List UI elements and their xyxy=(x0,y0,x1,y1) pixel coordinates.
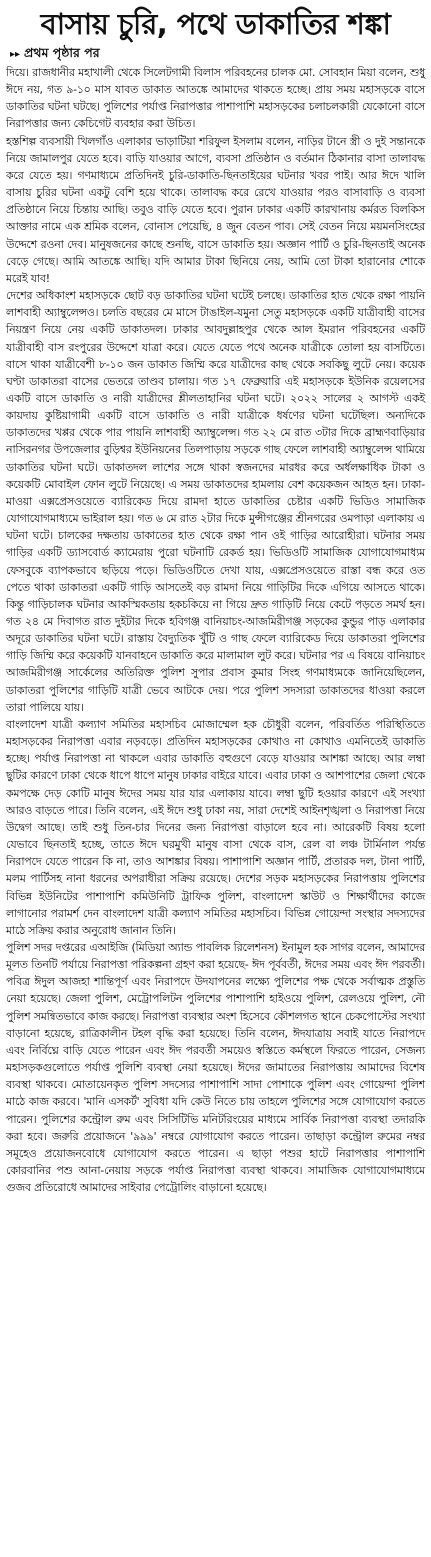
article-paragraph: হস্তশিল্প ব্যবসায়ী খিলগাঁও এলাকার ভাড়াটিয়া শরিফুল ইসলাম বলেন, নাড়ির টানে স্ত্রী ও দুই সন্তানকে নিয়ে জামালপুর যেতে হবে। বাড়ি যাওয়ার আগে, ব্যবসা প্রতিষ্ঠান ও বর্তমান ঠিকানার বাসা তালাবদ্ধ করে যেতে হয়। গণমাধ্যমে প্রতিদিনই চুরি-ডাকাতি-ছিনতাইয়ের ঘটনার খবর পাই। আর ঈদে খালি বাসায় চুরির ঘটনা একটু বেশি হয়ে থাকে। তালাবদ্ধ করে রেখে যাওয়ার পরও বাসাবাড়ি ও ব্যবসা প্রতিষ্ঠানে নিয়ে চিন্তায় আছি। তবুও বাড়ি যেতে হবে। পুরান ঢাকার একটি কারখানায় কর্মরত বিলকিস আক্তার নামে এক শ্রমিক বলেন, বোনাস পেয়েছি, ৪ জুন বেতন পাব। সেই বেতন নিয়ে ময়মনসিংহের উদ্দেশে রওনা দেব। মানুষজনের কাছে শুনছি, বাসে ডাকাতি হয়। অজ্ঞান পার্টি ও চুরি-ছিনতাই অনেক বেড়ে গেছে। আমি আতঙ্কে আছি। যদি আমার টাকা ছিনিয়ে নেয়, আমি তো টাকা হারানোর শোকে মরেই যাব! xyxy=(6,134,425,285)
article-paragraph: দিয়ে। রাজধানীর মহাখালী থেকে সিলেটগামী বিলাস পরিবহনের চালক মো. সোবহান মিয়া বলেন, শুধু ঈদে নয়, গত ৯-১০ মাস যাবত ডাকাত আতঙ্কে আমাদের থাকতে হচ্ছে। প্রায় সময় মহাসড়কে বাসে ডাকাতির ঘটনা ঘটছে। পুলিশের পর্যাপ্ত নিরাপত্তার পাশাপাশি মহাসড়কের চলাচলকারী যেকোনো বাসে নিরাপত্তার জন্য কেচিগেট ব্যবহার করা উচিত। xyxy=(6,66,425,131)
headline: বাসায় চুরি, পথে ডাকাতির শঙ্কা xyxy=(40,7,391,41)
continued-from-page-one xyxy=(10,44,425,63)
article-paragraph: দেশের অধিকাংশ মহাসড়কে ছোট বড় ডাকাতির ঘটনা ঘটেই চলছে। ডাকাতির হাত থেকে রক্ষা পায়নি লাশবাহী অ্যাম্বুলেন্সও। চলতি বছরের মে মাসে টাঙাইল-যমুনা সেতু মহাসড়কে একটি যাত্রীবাহী বাসের নিয়ন্ত্রণ নিয়ে নেয় একটি ডাকাতদল। ঢাকার আবদুল্লাহপুর থেকে আল ইমরান পরিবহনের একটি যাত্রীবাহী বাস রংপুরের উদ্দেশে যাত্রা করে। যেতে যেতে পথে অনেক যাত্রীকে তোলা হয় বাসটিতে। বাসে থাকা যাত্রীবেশী ৮-১০ জন ডাকাত জিম্মি করে যাত্রীদের কাছ থেকে সবকিছু লুটে নেয়। কয়েক ঘণ্টা ডাকাতরা বাসের ভেতরে তাণ্ডব চালায়। গত ১৭ ফেব্রুয়ারি এই মহাসড়কে ইউনিক রয়েলসের একটি বাসে ডাকাতি ও নারী যাত্রীদের শ্লীলতাহানির ঘটনা ঘটে। ২০২২ সালের ২ আগস্ট একই কায়দায় কুষ্টিয়াগামী একটি বাসে ডাকাতি ও নারী যাত্রীকে ধর্ষণের ঘটনা ঘটেছিল। অন্যদিকে ডাকাতদের খপ্পর থেকে পার পায়নি লাশবাহী অ্যাম্বুলেন্স। গত ২২ মে রাত ৩টার দিকে ব্রাহ্মণবাড়িয়ার নাসিরনগর উপজেলার বুড়িশ্বর ইউনিয়নের তিলপাড়ায় সড়কে গাছ ফেলে লাশবাহী অ্যাম্বুলেন্স থামিয়ে ডাকাতির ঘটনা ঘটে। ডাকাতদল লাশের সঙ্গে থাকা স্বজনদের মারধর করে অর্ধলক্ষাধিক টাকা ও কয়েকটি মোবাইল ফোন লুটে নিয়েছে। এ সময় ডাকাতদের হামলায় বেশ কয়েকজন আহত হন। ঢাকা-মাওয়া এক্সপ্রেসওয়েতে ব্যারিকেড দিয়ে রামদা হাতে ডাকাতির চেষ্টার একটি ভিডিও সামাজিক যোগাযোগমাধ্যমে ভাইরাল হয়। গত ৬ মে রাত ২টার দিকে মুন্সীগঞ্জের শ্রীনগরের ওমপাড়া এলাকায় এ ঘটনা ঘটে। চালকের দক্ষতায় ডাকাতের হাত থেকে রক্ষা পান ওই গাড়ির আরোহীরা। ঘটনার সময় গাড়ির একটি ড্যাসবোর্ড ক্যামেরায় পুরো ঘটনাটি রেকর্ড হয়। ভিডিওটি সামাজিক যোগাযোগমাধ্যম ফেসবুকে ব্যাপকভাবে ছড়িয়ে পড়ে। ভিডিওটিতে দেখা যায়, এক্সপ্রেসওয়েতে রাস্তা বন্ধ করে ওত পেতে থাকা ডাকাতরা একটি গাড়ি আসতেই বড় রামদা নিয়ে গাড়িটির দিকে এগিয়ে আসতে থাকে। কিন্তু গাড়িচালক ঘটনার আকস্মিকতায় হকচকিয়ে না গিয়ে দ্রুত গাড়িটি নিয়ে কেটে পড়তে সমর্থ হন। গত ২৪ মে দিবাগত রাত দুইটার দিকে হবিগঞ্জ বানিয়াচং-আজমিরীগঞ্জ সড়কের কুন্ডুর পাড় এলাকার অদূরে ডাকাতির ঘটনা ঘটে। রাস্তায় বৈদ্যুতিক খুঁটি ও গাছ ফেলে ব্যারিকেড দিয়ে ডাকাতরা পুলিশের গাড়ি জিম্মি করে কয়েকটি যানবাহনে ডাকাতি করে মালামাল লুট করে। ঘটনার পর এ বিষয়ে বানিয়াচং আজমিরীগঞ্জ সার্কেলের অতিরিক্ত পুলিশ সুপার প্রবাস কুমার সিংহ গণমাধ্যমকে জানিয়েছিলেন, ডাকাতরা পুলিশের গাড়িটি যাত্রী ভেবে আটকে দেয়। পরে পুলিশ সদস্যরা ডাকাতদের ধাওয়া করলে তারা পালিয়ে যায়। xyxy=(6,289,425,714)
article-paragraph: বাংলাদেশ যাত্রী কল্যাণ সমিতির মহাসচিব মোজাম্মেল হক চৌধুরী বলেন, পরিবর্তিত পরিস্থিতিতে মহাসড়কের নিরাপত্তা এবার নড়বড়ে। প্রতিদিন মহাসড়কের কোথাও না কোথাও এমনিতেই ডাকাতি হচ্ছে। পর্যাপ্ত নিরাপত্তা না থাকলে এবার ডাকাতি বহুগুণে বেড়ে যাওয়ার আশঙ্কা আছে। আর লম্বা ছুটির কারণে ঢাকা থেকে ধাপে ধাপে মানুষ ঢাকার বাইরে যাবে। এবার ঢাকা ও আশপাশের জেলা থেকে কমপক্ষে দেড় কোটি মানুষ ঈদের সময় যার যার এলাকায় যাবে। লম্বা ছুটি হওয়ার কারণে এই সংখ্যা আরও বাড়তে পারে। তিনি বলেন, এই ঈদে শুধু ঢাকা নয়, সারা দেশেই আইনশৃঙ্খলা ও নিরাপত্তা নিয়ে উদ্বেগ আছে। তাই শুধু তিন-চার দিনের জন্য নিরাপত্তা বাড়ালে হবে না। আরেকটি বিষয় হলো যেভাবে ছিনতাই হচ্ছে, তাতে ঈদে ঘরমুখী মানুষ বাসা থেকে বাস, রেল বা লঞ্চ টার্মিনাল পর্যন্ত নিরাপদে যেতে পারেন কি না, তাও আশঙ্কার বিষয়। পাশাপাশি অজ্ঞান পার্টি, প্রতারক দল, টানা পার্টি, মলম পার্টিসহ নানা ধরনের অপরাধীরা সক্রিয় রয়েছে। দেশের সড়ক মহাসড়কের নিরাপত্তায় পুলিশের বিভিন্ন ইউনিটের পাশাপাশি কমিউনিটি ট্রাফিক পুলিশ, বাংলাদেশ স্কাউট ও শিক্ষার্থীদের কাজে লাগানোর পরামর্শ দেন বাংলাদেশ যাত্রী কল্যাণ সমিতির মহাসচিব। বিভিন্ন গোয়েন্দা সংস্থার সদস্যদের মাঠে সক্রিয় করার অনুরোধ জানান তিনি। xyxy=(6,717,425,937)
article-paragraph: পুলিশ সদর দপ্তরের এআইজি (মিডিয়া অ্যান্ড পাবলিক রিলেশনস) ইনামুল হক সাগর বলেন, আমাদের মূলত তিনটি পর্যায়ে নিরাপত্তা পরিকল্পনা গ্রহণ করা হয়েছে- ঈদ পূর্ববর্তী, ঈদের সময় এবং ঈদ পরবর্তী। পবিত্র ঈদুল আজহা শান্তিপূর্ণ এবং নিরাপদে উদযাপনের লক্ষ্যে পুলিশের পক্ষ থেকে সর্বাত্মক প্রস্তুতি নেয়া হয়েছে। জেলা পুলিশ, মেট্রোপলিটন পুলিশের পাশাপাশি হাইওয়ে পুলিশ, রেলওয়ে পুলিশ, নৌ পুলিশ সমন্বিতভাবে কাজ করছে। নিরাপত্তা ব্যবস্থার অংশ হিসেবে কৌশলগত স্থানে চেকপোস্টের সংখ্যা বাড়ানো হয়েছে, রাত্রিকালীন টহল বৃদ্ধি করা হয়েছে। তিনি বলেন, ঈদযাত্রায় সবাই যাতে নিরাপদে এবং নির্বিঘ্নে বাড়ি যেতে পারেন এবং ঈদ পরবর্তী সময়েও স্বস্তিতে কর্মস্থলে ফিরতে পারেন, সেজন্য মহাসড়কগুলোতে পর্যাপ্ত পুলিশি ব্যবস্থা নেয়া হয়েছে। ঈদের জামাতের নিরাপত্তায় আমাদের বিশেষ ব্যবস্থা থাকবে। মোতায়েনকৃত পুলিশ সদস্যের পাশাপাশি সাদা পোশাকে পুলিশ এবং গোয়েন্দা পুলিশ মাঠে কাজ করবে। 'মানি এসকর্ট' সুবিধা যদি কেউ নিতে চায় তাহলে পুলিশের সঙ্গে যোগাযোগ করতে পারেন। পুলিশের কন্ট্রোল রুম এবং সিসিটিভি মনিটরিংয়ের মাধ্যমে সার্বিক নিরাপত্তা ব্যবস্থা তদারকি করা হবে। জরুরি প্রয়োজনে '৯৯৯' নম্বরে যোগাযোগ করতে পারেন। তাছাড়া কন্ট্রোল রুমের নম্বর সমূহেও প্রয়োজনবোধে যোগাযোগ করতে পারেন। এ ছাড়া পশুর হাটে নিরাপত্তার পাশাপাশি কোরবানির পশু আনা-নেয়ায় সড়কে পর্যাপ্ত নিরাপত্তা ব্যবস্থা থাকবে। সামাজিক যোগাযোগমাধ্যমে গুজব প্রতিরোধে আমাদের সাইবার পেট্রোলিং বাড়ানো হয়েছে। xyxy=(6,940,425,1195)
continued-label: প্রথম পৃষ্ঠার পর xyxy=(24,45,100,60)
double-arrow-icon: ▸▸ xyxy=(10,49,21,60)
